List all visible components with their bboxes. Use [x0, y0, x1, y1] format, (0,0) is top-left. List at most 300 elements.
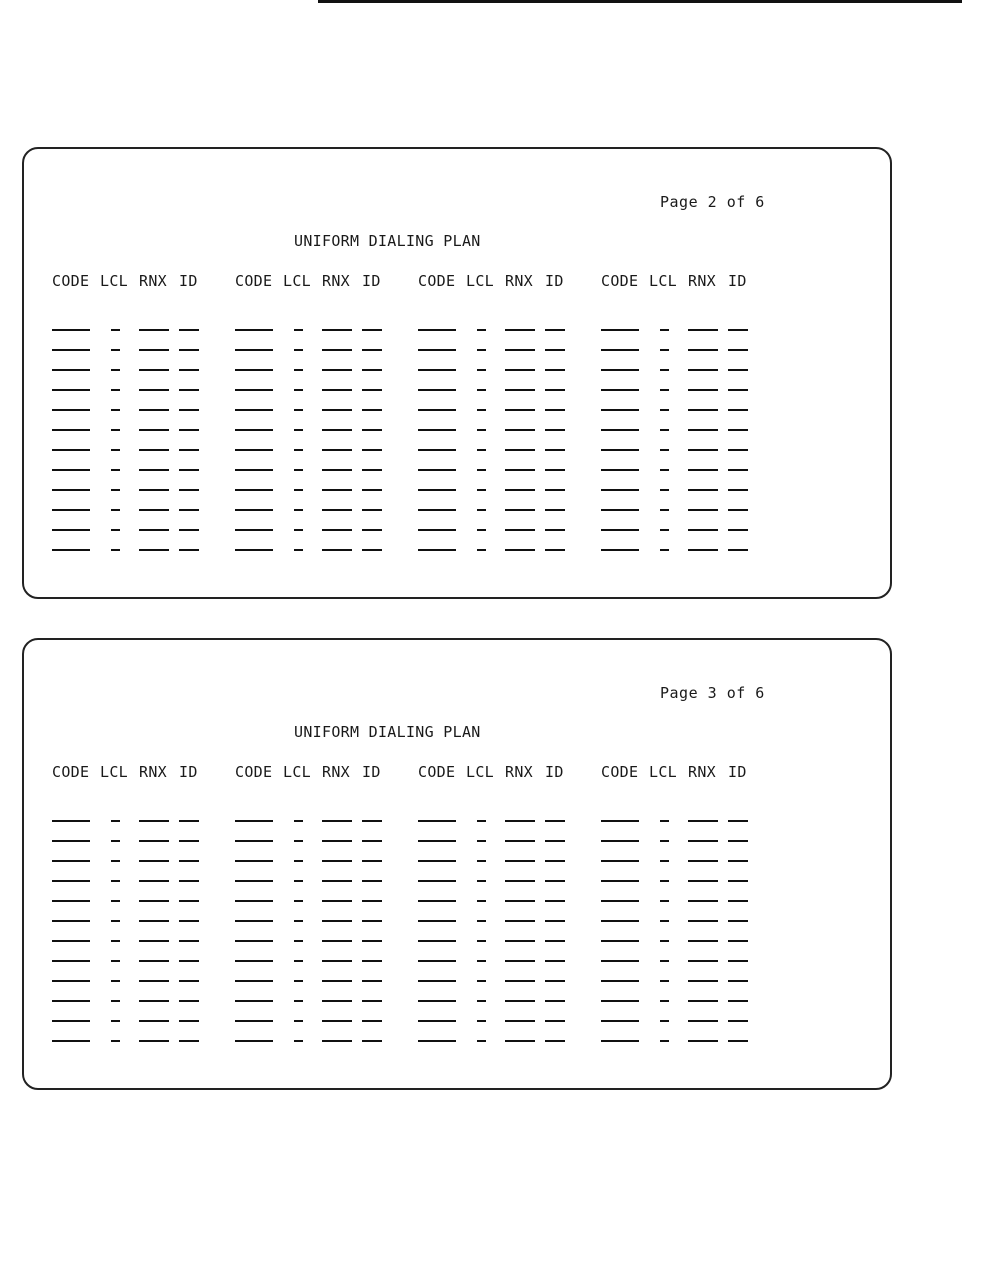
lcl-field[interactable]	[660, 329, 669, 331]
rnx-field[interactable]	[688, 940, 718, 942]
rnx-field[interactable]	[505, 940, 535, 942]
lcl-field[interactable]	[111, 980, 120, 982]
id-field[interactable]	[728, 900, 748, 902]
code-field[interactable]	[52, 389, 90, 391]
lcl-field[interactable]	[294, 920, 303, 922]
code-field[interactable]	[601, 449, 639, 451]
rnx-field[interactable]	[505, 920, 535, 922]
lcl-field[interactable]	[477, 389, 486, 391]
rnx-field[interactable]	[688, 1020, 718, 1022]
id-field[interactable]	[545, 529, 565, 531]
code-field[interactable]	[418, 840, 456, 842]
rnx-field[interactable]	[322, 489, 352, 491]
lcl-field[interactable]	[294, 449, 303, 451]
rnx-field[interactable]	[322, 940, 352, 942]
code-field[interactable]	[52, 1040, 90, 1042]
rnx-field[interactable]	[505, 349, 535, 351]
id-field[interactable]	[362, 489, 382, 491]
lcl-field[interactable]	[111, 940, 120, 942]
code-field[interactable]	[601, 369, 639, 371]
rnx-field[interactable]	[139, 429, 169, 431]
rnx-field[interactable]	[505, 509, 535, 511]
rnx-field[interactable]	[139, 389, 169, 391]
code-field[interactable]	[52, 349, 90, 351]
code-field[interactable]	[418, 349, 456, 351]
id-field[interactable]	[179, 960, 199, 962]
lcl-field[interactable]	[111, 369, 120, 371]
code-field[interactable]	[52, 820, 90, 822]
id-field[interactable]	[362, 509, 382, 511]
id-field[interactable]	[179, 509, 199, 511]
rnx-field[interactable]	[688, 820, 718, 822]
id-field[interactable]	[362, 980, 382, 982]
rnx-field[interactable]	[322, 469, 352, 471]
code-field[interactable]	[235, 960, 273, 962]
rnx-field[interactable]	[688, 1040, 718, 1042]
rnx-field[interactable]	[505, 469, 535, 471]
code-field[interactable]	[235, 429, 273, 431]
id-field[interactable]	[545, 329, 565, 331]
id-field[interactable]	[545, 900, 565, 902]
id-field[interactable]	[728, 429, 748, 431]
code-field[interactable]	[52, 549, 90, 551]
lcl-field[interactable]	[294, 389, 303, 391]
id-field[interactable]	[545, 1040, 565, 1042]
rnx-field[interactable]	[688, 429, 718, 431]
id-field[interactable]	[179, 980, 199, 982]
id-field[interactable]	[362, 920, 382, 922]
lcl-field[interactable]	[111, 820, 120, 822]
code-field[interactable]	[601, 1000, 639, 1002]
rnx-field[interactable]	[139, 940, 169, 942]
code-field[interactable]	[52, 369, 90, 371]
code-field[interactable]	[235, 529, 273, 531]
id-field[interactable]	[179, 409, 199, 411]
rnx-field[interactable]	[139, 369, 169, 371]
id-field[interactable]	[362, 840, 382, 842]
lcl-field[interactable]	[294, 469, 303, 471]
id-field[interactable]	[728, 409, 748, 411]
rnx-field[interactable]	[688, 1000, 718, 1002]
lcl-field[interactable]	[111, 529, 120, 531]
code-field[interactable]	[601, 469, 639, 471]
lcl-field[interactable]	[660, 509, 669, 511]
id-field[interactable]	[728, 1000, 748, 1002]
lcl-field[interactable]	[477, 960, 486, 962]
rnx-field[interactable]	[322, 549, 352, 551]
code-field[interactable]	[418, 449, 456, 451]
rnx-field[interactable]	[322, 860, 352, 862]
rnx-field[interactable]	[688, 900, 718, 902]
code-field[interactable]	[52, 469, 90, 471]
lcl-field[interactable]	[477, 489, 486, 491]
lcl-field[interactable]	[477, 900, 486, 902]
lcl-field[interactable]	[294, 940, 303, 942]
id-field[interactable]	[362, 529, 382, 531]
rnx-field[interactable]	[139, 920, 169, 922]
rnx-field[interactable]	[505, 389, 535, 391]
rnx-field[interactable]	[322, 449, 352, 451]
lcl-field[interactable]	[660, 349, 669, 351]
code-field[interactable]	[601, 940, 639, 942]
code-field[interactable]	[52, 880, 90, 882]
id-field[interactable]	[728, 389, 748, 391]
id-field[interactable]	[728, 509, 748, 511]
rnx-field[interactable]	[688, 409, 718, 411]
id-field[interactable]	[362, 900, 382, 902]
id-field[interactable]	[728, 529, 748, 531]
code-field[interactable]	[235, 389, 273, 391]
id-field[interactable]	[362, 429, 382, 431]
code-field[interactable]	[235, 900, 273, 902]
id-field[interactable]	[728, 489, 748, 491]
id-field[interactable]	[545, 429, 565, 431]
id-field[interactable]	[362, 369, 382, 371]
id-field[interactable]	[545, 369, 565, 371]
lcl-field[interactable]	[294, 489, 303, 491]
rnx-field[interactable]	[139, 980, 169, 982]
rnx-field[interactable]	[139, 1000, 169, 1002]
id-field[interactable]	[728, 860, 748, 862]
rnx-field[interactable]	[322, 840, 352, 842]
lcl-field[interactable]	[660, 449, 669, 451]
rnx-field[interactable]	[505, 549, 535, 551]
id-field[interactable]	[728, 369, 748, 371]
lcl-field[interactable]	[477, 1020, 486, 1022]
lcl-field[interactable]	[111, 960, 120, 962]
lcl-field[interactable]	[294, 369, 303, 371]
id-field[interactable]	[728, 449, 748, 451]
rnx-field[interactable]	[139, 820, 169, 822]
lcl-field[interactable]	[477, 449, 486, 451]
code-field[interactable]	[418, 900, 456, 902]
code-field[interactable]	[601, 429, 639, 431]
code-field[interactable]	[52, 980, 90, 982]
id-field[interactable]	[179, 1000, 199, 1002]
code-field[interactable]	[52, 509, 90, 511]
rnx-field[interactable]	[688, 960, 718, 962]
rnx-field[interactable]	[688, 329, 718, 331]
code-field[interactable]	[418, 920, 456, 922]
lcl-field[interactable]	[111, 1000, 120, 1002]
code-field[interactable]	[418, 409, 456, 411]
rnx-field[interactable]	[139, 329, 169, 331]
rnx-field[interactable]	[505, 880, 535, 882]
id-field[interactable]	[179, 840, 199, 842]
lcl-field[interactable]	[294, 409, 303, 411]
rnx-field[interactable]	[139, 880, 169, 882]
id-field[interactable]	[728, 920, 748, 922]
lcl-field[interactable]	[111, 549, 120, 551]
code-field[interactable]	[601, 900, 639, 902]
code-field[interactable]	[418, 880, 456, 882]
id-field[interactable]	[728, 469, 748, 471]
code-field[interactable]	[418, 389, 456, 391]
rnx-field[interactable]	[688, 840, 718, 842]
code-field[interactable]	[52, 489, 90, 491]
id-field[interactable]	[545, 960, 565, 962]
rnx-field[interactable]	[322, 509, 352, 511]
lcl-field[interactable]	[660, 409, 669, 411]
lcl-field[interactable]	[294, 980, 303, 982]
rnx-field[interactable]	[688, 449, 718, 451]
lcl-field[interactable]	[660, 429, 669, 431]
code-field[interactable]	[52, 329, 90, 331]
code-field[interactable]	[52, 449, 90, 451]
id-field[interactable]	[362, 820, 382, 822]
rnx-field[interactable]	[139, 1040, 169, 1042]
lcl-field[interactable]	[660, 1040, 669, 1042]
id-field[interactable]	[545, 980, 565, 982]
code-field[interactable]	[418, 1040, 456, 1042]
lcl-field[interactable]	[477, 369, 486, 371]
lcl-field[interactable]	[111, 900, 120, 902]
rnx-field[interactable]	[505, 489, 535, 491]
id-field[interactable]	[179, 469, 199, 471]
lcl-field[interactable]	[294, 900, 303, 902]
rnx-field[interactable]	[505, 820, 535, 822]
code-field[interactable]	[52, 1000, 90, 1002]
rnx-field[interactable]	[322, 329, 352, 331]
code-field[interactable]	[601, 920, 639, 922]
lcl-field[interactable]	[111, 329, 120, 331]
code-field[interactable]	[52, 429, 90, 431]
rnx-field[interactable]	[322, 349, 352, 351]
lcl-field[interactable]	[294, 1000, 303, 1002]
rnx-field[interactable]	[322, 369, 352, 371]
rnx-field[interactable]	[322, 389, 352, 391]
lcl-field[interactable]	[111, 1020, 120, 1022]
lcl-field[interactable]	[660, 880, 669, 882]
lcl-field[interactable]	[660, 529, 669, 531]
rnx-field[interactable]	[139, 509, 169, 511]
lcl-field[interactable]	[477, 840, 486, 842]
code-field[interactable]	[418, 469, 456, 471]
id-field[interactable]	[179, 940, 199, 942]
id-field[interactable]	[362, 349, 382, 351]
lcl-field[interactable]	[660, 369, 669, 371]
rnx-field[interactable]	[505, 329, 535, 331]
code-field[interactable]	[601, 960, 639, 962]
id-field[interactable]	[545, 840, 565, 842]
rnx-field[interactable]	[139, 489, 169, 491]
code-field[interactable]	[418, 529, 456, 531]
lcl-field[interactable]	[111, 920, 120, 922]
rnx-field[interactable]	[505, 409, 535, 411]
code-field[interactable]	[52, 920, 90, 922]
code-field[interactable]	[235, 489, 273, 491]
rnx-field[interactable]	[139, 349, 169, 351]
code-field[interactable]	[52, 940, 90, 942]
id-field[interactable]	[179, 329, 199, 331]
id-field[interactable]	[728, 820, 748, 822]
rnx-field[interactable]	[505, 960, 535, 962]
code-field[interactable]	[235, 820, 273, 822]
code-field[interactable]	[235, 469, 273, 471]
rnx-field[interactable]	[322, 980, 352, 982]
id-field[interactable]	[545, 920, 565, 922]
lcl-field[interactable]	[660, 469, 669, 471]
rnx-field[interactable]	[322, 1000, 352, 1002]
code-field[interactable]	[418, 940, 456, 942]
code-field[interactable]	[52, 860, 90, 862]
rnx-field[interactable]	[688, 509, 718, 511]
code-field[interactable]	[601, 1020, 639, 1022]
lcl-field[interactable]	[111, 880, 120, 882]
id-field[interactable]	[362, 389, 382, 391]
id-field[interactable]	[545, 489, 565, 491]
id-field[interactable]	[728, 960, 748, 962]
code-field[interactable]	[601, 529, 639, 531]
code-field[interactable]	[418, 960, 456, 962]
code-field[interactable]	[235, 940, 273, 942]
id-field[interactable]	[545, 349, 565, 351]
id-field[interactable]	[545, 509, 565, 511]
id-field[interactable]	[545, 549, 565, 551]
code-field[interactable]	[235, 349, 273, 351]
code-field[interactable]	[418, 820, 456, 822]
id-field[interactable]	[362, 1020, 382, 1022]
rnx-field[interactable]	[688, 389, 718, 391]
rnx-field[interactable]	[322, 880, 352, 882]
rnx-field[interactable]	[505, 369, 535, 371]
rnx-field[interactable]	[505, 980, 535, 982]
rnx-field[interactable]	[688, 529, 718, 531]
rnx-field[interactable]	[139, 469, 169, 471]
rnx-field[interactable]	[688, 469, 718, 471]
code-field[interactable]	[235, 880, 273, 882]
id-field[interactable]	[545, 820, 565, 822]
id-field[interactable]	[362, 960, 382, 962]
code-field[interactable]	[601, 549, 639, 551]
id-field[interactable]	[728, 349, 748, 351]
lcl-field[interactable]	[660, 489, 669, 491]
id-field[interactable]	[179, 389, 199, 391]
lcl-field[interactable]	[477, 349, 486, 351]
lcl-field[interactable]	[477, 529, 486, 531]
id-field[interactable]	[362, 329, 382, 331]
id-field[interactable]	[362, 940, 382, 942]
lcl-field[interactable]	[477, 549, 486, 551]
code-field[interactable]	[601, 329, 639, 331]
lcl-field[interactable]	[111, 509, 120, 511]
code-field[interactable]	[235, 409, 273, 411]
code-field[interactable]	[52, 840, 90, 842]
id-field[interactable]	[362, 469, 382, 471]
code-field[interactable]	[235, 1040, 273, 1042]
code-field[interactable]	[418, 329, 456, 331]
rnx-field[interactable]	[688, 489, 718, 491]
id-field[interactable]	[362, 860, 382, 862]
lcl-field[interactable]	[294, 509, 303, 511]
lcl-field[interactable]	[660, 960, 669, 962]
id-field[interactable]	[179, 549, 199, 551]
id-field[interactable]	[728, 980, 748, 982]
id-field[interactable]	[179, 449, 199, 451]
code-field[interactable]	[235, 449, 273, 451]
lcl-field[interactable]	[477, 469, 486, 471]
lcl-field[interactable]	[294, 529, 303, 531]
lcl-field[interactable]	[111, 489, 120, 491]
id-field[interactable]	[179, 880, 199, 882]
id-field[interactable]	[362, 880, 382, 882]
lcl-field[interactable]	[660, 549, 669, 551]
lcl-field[interactable]	[660, 820, 669, 822]
id-field[interactable]	[362, 409, 382, 411]
lcl-field[interactable]	[477, 860, 486, 862]
lcl-field[interactable]	[111, 840, 120, 842]
id-field[interactable]	[545, 409, 565, 411]
rnx-field[interactable]	[505, 1000, 535, 1002]
rnx-field[interactable]	[139, 860, 169, 862]
code-field[interactable]	[418, 980, 456, 982]
lcl-field[interactable]	[660, 980, 669, 982]
id-field[interactable]	[179, 429, 199, 431]
rnx-field[interactable]	[505, 860, 535, 862]
id-field[interactable]	[362, 1000, 382, 1002]
id-field[interactable]	[362, 549, 382, 551]
lcl-field[interactable]	[660, 860, 669, 862]
rnx-field[interactable]	[688, 860, 718, 862]
lcl-field[interactable]	[294, 329, 303, 331]
code-field[interactable]	[235, 509, 273, 511]
code-field[interactable]	[52, 529, 90, 531]
rnx-field[interactable]	[322, 820, 352, 822]
id-field[interactable]	[728, 549, 748, 551]
id-field[interactable]	[545, 860, 565, 862]
rnx-field[interactable]	[322, 409, 352, 411]
id-field[interactable]	[545, 880, 565, 882]
rnx-field[interactable]	[139, 840, 169, 842]
lcl-field[interactable]	[111, 349, 120, 351]
rnx-field[interactable]	[322, 1020, 352, 1022]
lcl-field[interactable]	[294, 349, 303, 351]
code-field[interactable]	[235, 1020, 273, 1022]
rnx-field[interactable]	[688, 349, 718, 351]
code-field[interactable]	[601, 860, 639, 862]
rnx-field[interactable]	[505, 840, 535, 842]
lcl-field[interactable]	[111, 1040, 120, 1042]
lcl-field[interactable]	[660, 920, 669, 922]
rnx-field[interactable]	[322, 1040, 352, 1042]
id-field[interactable]	[545, 1020, 565, 1022]
id-field[interactable]	[362, 1040, 382, 1042]
rnx-field[interactable]	[688, 549, 718, 551]
code-field[interactable]	[235, 369, 273, 371]
code-field[interactable]	[52, 409, 90, 411]
id-field[interactable]	[179, 1040, 199, 1042]
rnx-field[interactable]	[688, 920, 718, 922]
code-field[interactable]	[601, 820, 639, 822]
lcl-field[interactable]	[111, 429, 120, 431]
code-field[interactable]	[418, 369, 456, 371]
code-field[interactable]	[52, 960, 90, 962]
rnx-field[interactable]	[322, 529, 352, 531]
rnx-field[interactable]	[322, 920, 352, 922]
lcl-field[interactable]	[111, 389, 120, 391]
rnx-field[interactable]	[139, 529, 169, 531]
lcl-field[interactable]	[294, 960, 303, 962]
lcl-field[interactable]	[477, 820, 486, 822]
rnx-field[interactable]	[688, 980, 718, 982]
rnx-field[interactable]	[505, 429, 535, 431]
lcl-field[interactable]	[660, 940, 669, 942]
code-field[interactable]	[235, 1000, 273, 1002]
id-field[interactable]	[179, 489, 199, 491]
lcl-field[interactable]	[111, 469, 120, 471]
rnx-field[interactable]	[139, 549, 169, 551]
code-field[interactable]	[601, 509, 639, 511]
